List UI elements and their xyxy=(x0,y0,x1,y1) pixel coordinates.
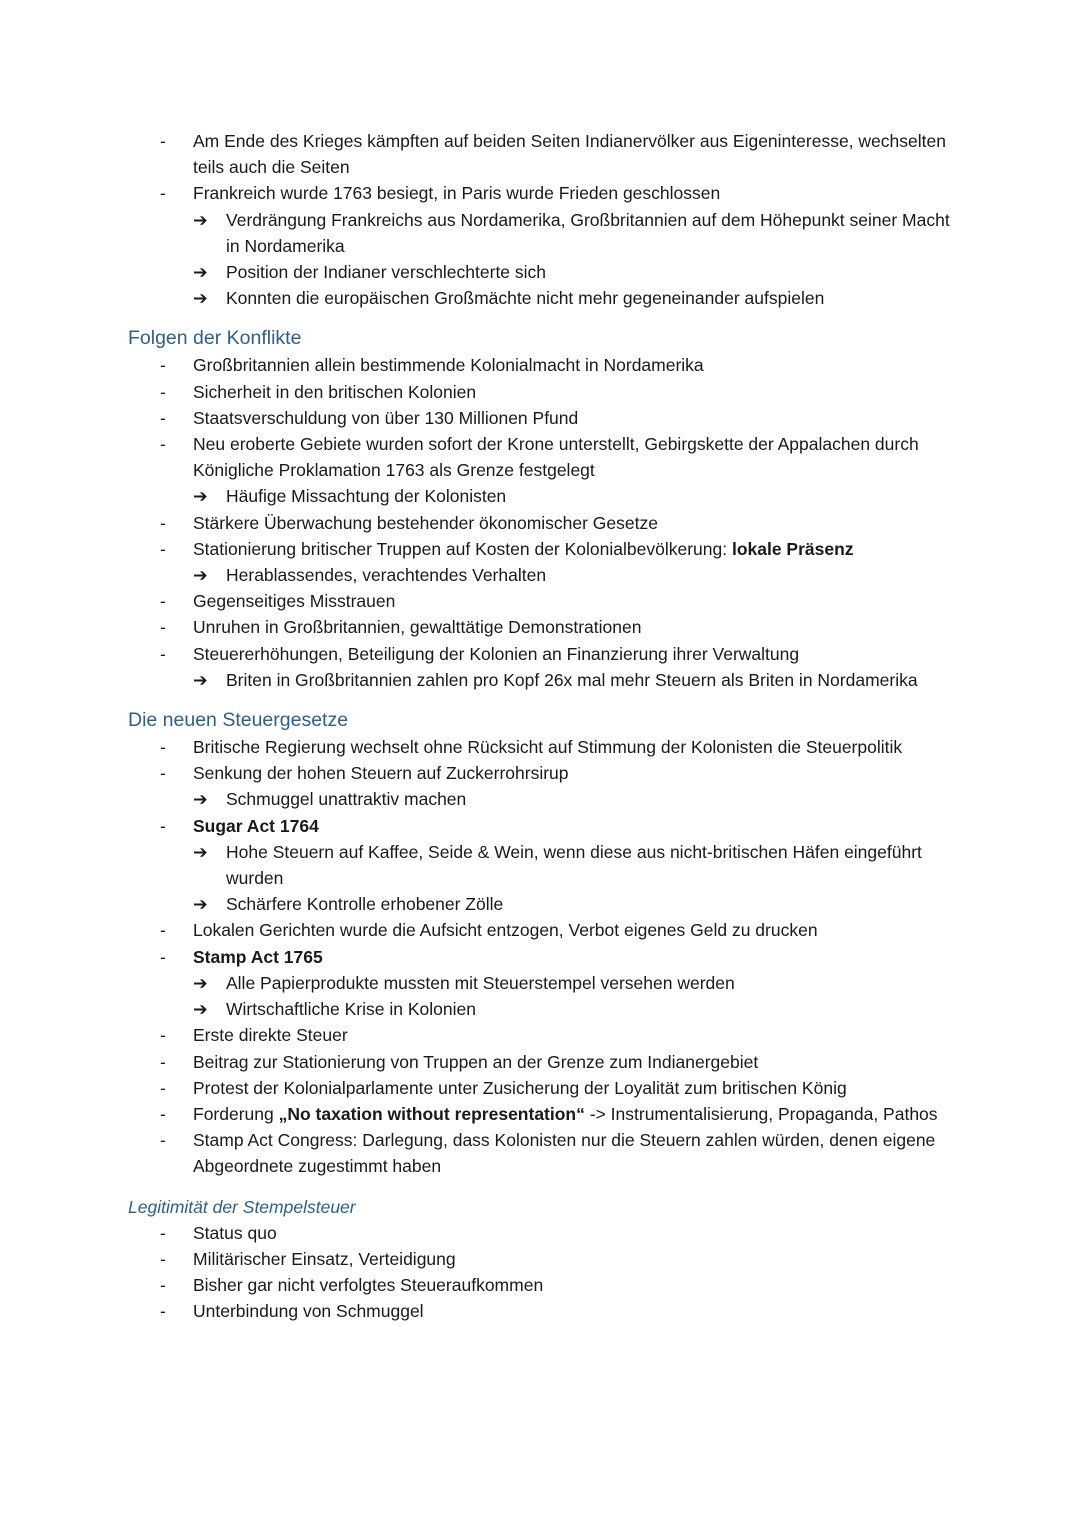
list-item: - Stamp Act Congress: Darlegung, dass Kolonisten nur die Steuern zahlen würden, denen eigene Abgeordnete zugestimmt haben xyxy=(128,1127,958,1179)
arrow-sub-item: ➔ Herablassendes, verachtendes Verhalten xyxy=(128,562,958,588)
dash-bullet: - xyxy=(160,617,166,638)
arrow-icon: ➔ xyxy=(193,288,208,309)
dash-bullet: - xyxy=(160,1103,166,1124)
list-item: - Beitrag zur Stationierung von Truppen an der Grenze zum Indianergebiet xyxy=(128,1049,958,1075)
list-item: - Am Ende des Krieges kämpften auf beiden Seiten Indianervölker aus Eigeninteresse, wechselten teils auch die Seiten xyxy=(128,128,958,180)
dash-bullet: - xyxy=(160,920,166,941)
arrow-sub-item: ➔ Wirtschaftliche Krise in Kolonien xyxy=(128,996,958,1022)
arrow-icon: ➔ xyxy=(193,894,208,915)
dash-bullet: - xyxy=(160,434,166,455)
dash-bullet: - xyxy=(160,591,166,612)
heading-die-neuen-steuergesetze: Die neuen Steuergesetze xyxy=(128,709,349,732)
arrow-sub-item: ➔ Verdrängung Frankreichs aus Nordamerika, Großbritannien auf dem Höhepunkt seiner Macht in Nordamerika xyxy=(128,207,958,259)
list-item xyxy=(128,813,958,839)
stamp-act-title: Stamp Act 1765 xyxy=(193,946,323,967)
dash-bullet: - xyxy=(160,1025,166,1046)
arrow-sub-item: ➔ Konnten die europäischen Großmächte nicht mehr gegeneinander aufspielen xyxy=(128,285,958,311)
arrow-icon: ➔ xyxy=(193,972,208,993)
dash-bullet: - xyxy=(160,538,166,559)
list-item: - Steuererhöhungen, Beteiligung der Kolonien an Finanzierung ihrer Verwaltung xyxy=(128,641,958,667)
list-item: - Militärischer Einsatz, Verteidigung xyxy=(128,1246,958,1272)
dash-bullet: - xyxy=(160,407,166,428)
dash-bullet: - xyxy=(160,183,166,204)
list-item: - Stationierung britischer Truppen auf Kosten der Kolonialbevölkerung: lokale Präsenz xyxy=(128,536,958,562)
dash-bullet: - xyxy=(160,763,166,784)
bold-phrase: „No taxation without representation“ xyxy=(278,1103,585,1124)
list-item: - Frankreich wurde 1763 besiegt, in Paris wurde Frieden geschlossen xyxy=(128,180,958,206)
arrow-sub-item: ➔ Schärfere Kontrolle erhobener Zölle xyxy=(128,891,958,917)
list-item: - Neu eroberte Gebiete wurden sofort der Krone unterstellt, Gebirgskette der Appalachen durch Königliche Proklamation 1763 als Grenze festgelegt xyxy=(128,431,958,483)
dash-bullet: - xyxy=(160,355,166,376)
dash-bullet: - xyxy=(160,643,166,664)
list-item: - Großbritannien allein bestimmende Kolonialmacht in Nordamerika xyxy=(128,352,958,378)
list-item xyxy=(128,944,958,970)
list-item: - Unruhen in Großbritannien, gewalttätige Demonstrationen xyxy=(128,614,958,640)
sugar-act-title: Sugar Act 1764 xyxy=(193,815,319,836)
arrow-sub-item: ➔ Schmuggel unattraktiv machen xyxy=(128,786,958,812)
arrow-sub-item: ➔ Häufige Missachtung der Kolonisten xyxy=(128,483,958,509)
arrow-icon: ➔ xyxy=(193,841,208,862)
arrow-icon: ➔ xyxy=(193,565,208,586)
heading-folgen-der-konflikte: Folgen der Konflikte xyxy=(128,327,302,350)
list-item: - Status quo xyxy=(128,1220,958,1246)
arrow-icon: ➔ xyxy=(193,209,208,230)
arrow-icon: ➔ xyxy=(193,486,208,507)
heading-legitimitaet-der-stempelsteuer: Legitimität der Stempelsteuer xyxy=(128,1196,356,1217)
arrow-sub-item: ➔ Position der Indianer verschlechterte sich xyxy=(128,259,958,285)
list-item: - Britische Regierung wechselt ohne Rücksicht auf Stimmung der Kolonisten die Steuerpolitik xyxy=(128,734,958,760)
list-item: - Lokalen Gerichten wurde die Aufsicht entzogen, Verbot eigenes Geld zu drucken xyxy=(128,917,958,943)
list-section-2 xyxy=(128,352,958,693)
list-section-4 xyxy=(128,1220,958,1325)
dash-bullet: - xyxy=(160,946,166,967)
dash-bullet: - xyxy=(160,1301,166,1322)
list-item: - Unterbindung von Schmuggel xyxy=(128,1298,958,1324)
dash-bullet: - xyxy=(160,1051,166,1072)
dash-bullet: - xyxy=(160,737,166,758)
list-item: - Forderung „No taxation without representation“ -> Instrumentalisierung, Propaganda, Pathos xyxy=(128,1101,958,1127)
arrow-icon: ➔ xyxy=(193,669,208,690)
list-item: - Gegenseitiges Misstrauen xyxy=(128,588,958,614)
list-item: - Erste direkte Steuer xyxy=(128,1022,958,1048)
list-item: - Bisher gar nicht verfolgtes Steueraufkommen xyxy=(128,1272,958,1298)
arrow-icon: ➔ xyxy=(193,789,208,810)
dash-bullet: - xyxy=(160,1077,166,1098)
dash-bullet: - xyxy=(160,1248,166,1269)
list-section-3 xyxy=(128,734,958,1179)
dash-bullet: - xyxy=(160,381,166,402)
dash-bullet: - xyxy=(160,131,166,151)
list-section-1 xyxy=(128,128,958,311)
bold-phrase: lokale Präsenz xyxy=(731,538,854,559)
dash-bullet: - xyxy=(160,1130,166,1151)
dash-bullet: - xyxy=(160,1222,166,1243)
arrow-sub-item: ➔ Alle Papierprodukte mussten mit Steuerstempel versehen werden xyxy=(128,970,958,996)
dash-bullet: - xyxy=(160,1274,166,1295)
arrow-icon: ➔ xyxy=(193,999,208,1020)
dash-bullet: - xyxy=(160,512,166,533)
list-item: - Senkung der hohen Steuern auf Zuckerrohrsirup xyxy=(128,760,958,786)
dash-bullet: - xyxy=(160,815,166,836)
document-content xyxy=(128,128,958,1324)
list-item: - Protest der Kolonialparlamente unter Zusicherung der Loyalität zum britischen König xyxy=(128,1075,958,1101)
list-item: - Staatsverschuldung von über 130 Millionen Pfund xyxy=(128,405,958,431)
list-item: - Stärkere Überwachung bestehender ökonomischer Gesetze xyxy=(128,510,958,536)
arrow-sub-item: ➔ Briten in Großbritannien zahlen pro Kopf 26x mal mehr Steuern als Briten in Nordamerika xyxy=(128,667,958,693)
list-item: - Sicherheit in den britischen Kolonien xyxy=(128,379,958,405)
arrow-icon: ➔ xyxy=(193,262,208,283)
arrow-sub-item: ➔ Hohe Steuern auf Kaffee, Seide & Wein, wenn diese aus nicht-britischen Häfen eingeführt wurden xyxy=(128,839,958,891)
